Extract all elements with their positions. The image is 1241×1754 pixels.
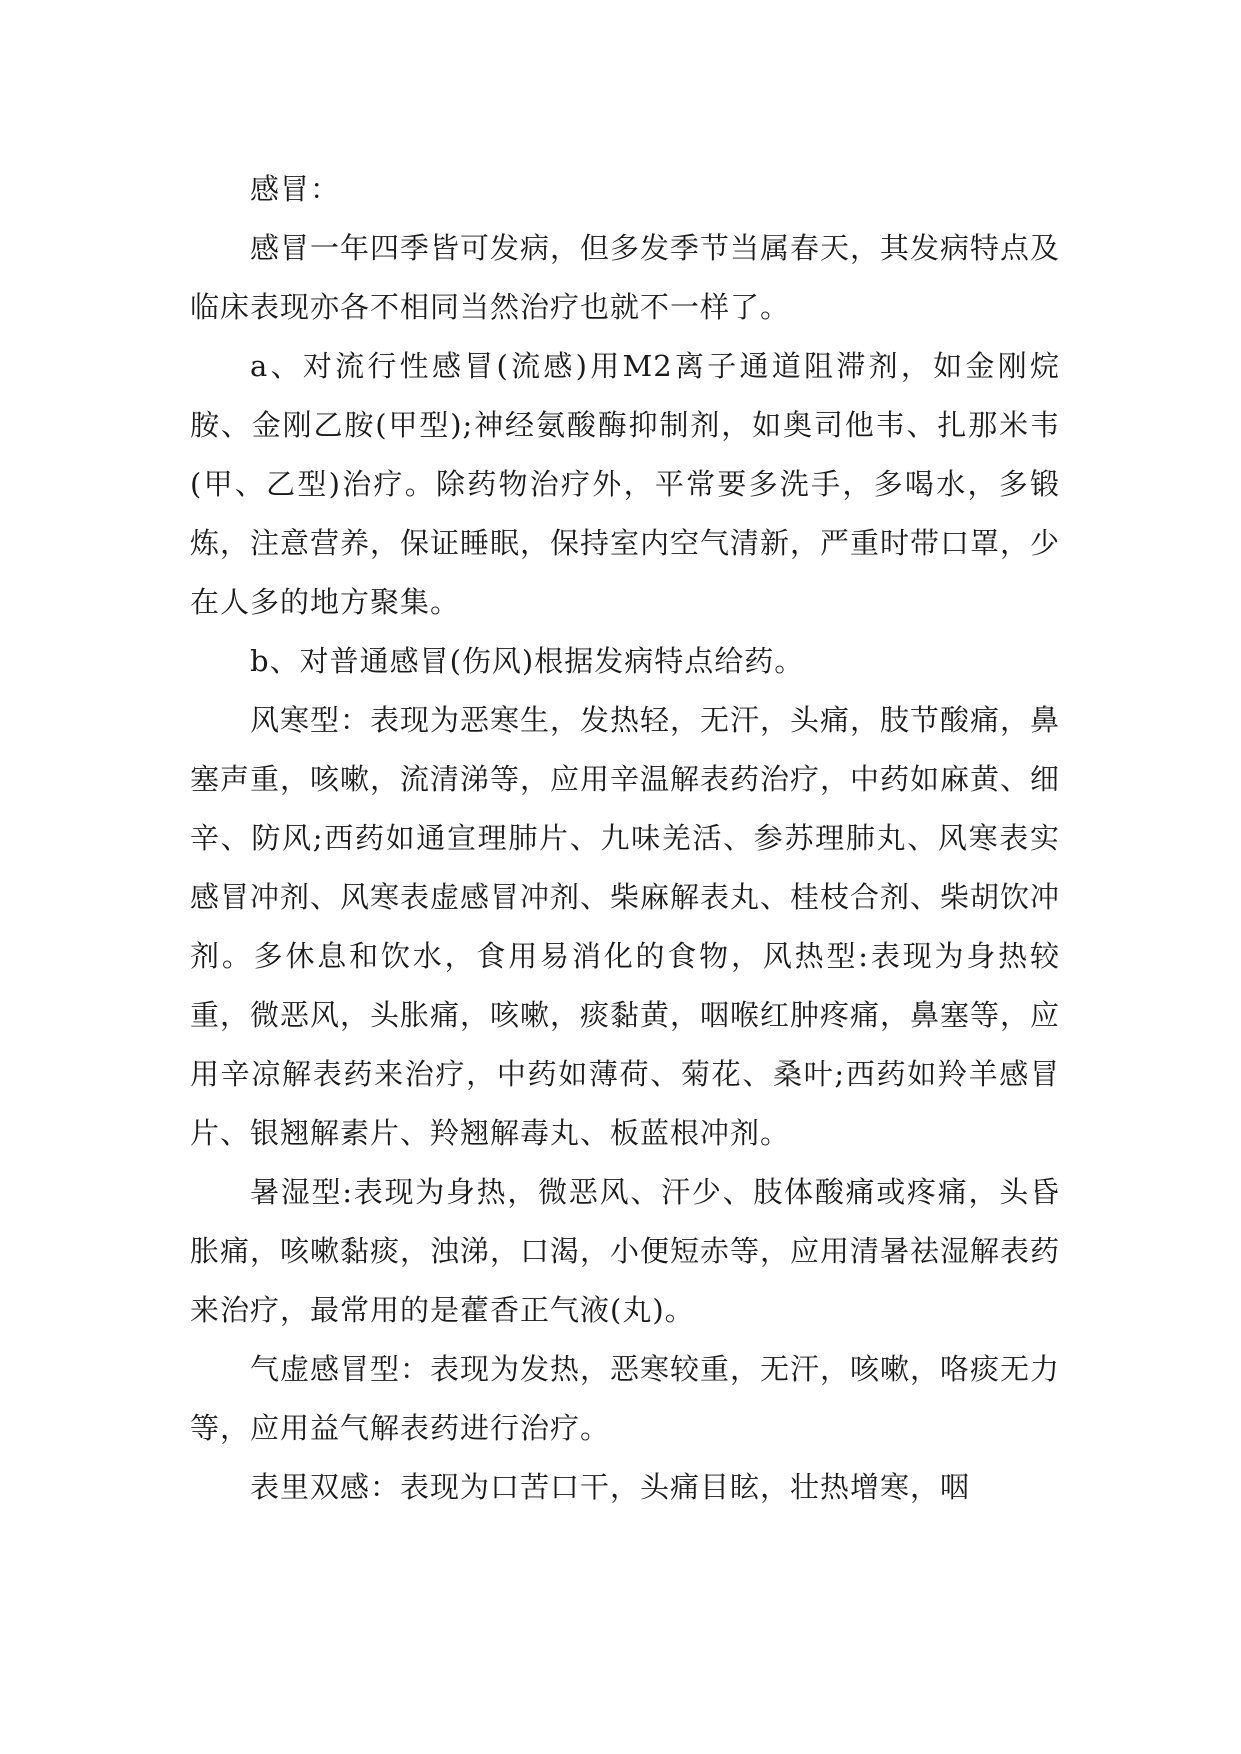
- paragraph-influenza: a、对流行性感冒(流感)用M2离子通道阻滞剂，如金刚烷胺、金刚乙胺(甲型);神经氨酸酶抑制剂，如奥司他韦、扎那米韦(甲、乙型)治疗。除药物治疗外，平常要多洗手，多喝水，多锻炼，注意营养，保证睡眠，保持室内空气清新，严重时带口罩，少在人多的地方聚集。: [190, 349, 1061, 619]
- document-body: [190, 160, 1060, 1517]
- paragraph-common-cold: b、对普通感冒(伤风)根据发病特点给药。: [250, 644, 805, 678]
- paragraph-qi-deficiency-type: 气虚感冒型：表现为发热，恶寒较重，无汗，咳嗽，咯痰无力等，应用益气解表药进行治疗。: [190, 1352, 1061, 1445]
- paragraph-exterior-interior-type: 表里双感：表现为口苦口干，头痛目眩，壮热增寒，咽: [250, 1470, 971, 1504]
- section-heading: 感冒：: [250, 172, 341, 206]
- paragraph-intro: 感冒一年四季皆可发病，但多发季节当属春天，其发病特点及临床表现亦各不相同当然治疗也就不一样了。: [190, 231, 1061, 324]
- paragraph-wind-cold-type: 风寒型：表现为恶寒生，发热轻，无汗，头痛，肢节酸痛，鼻塞声重，咳嗽，流清涕等，应用辛温解表药治疗，中药如麻黄、细辛、防风;西药如通宣理肺片、九味羌活、参苏理肺丸、风寒表实感冒冲剂、风寒表虚感冒冲剂、柴麻解表丸、桂枝合剂、柴胡饮冲剂。多休息和饮水，食用易消化的食物，风热型:表现为身热较重，微恶风，头胀痛，咳嗽，痰黏黄，咽喉红肿疼痛，鼻塞等，应用辛凉解表药来治疗，中药如薄荷、菊花、桑叶;西药如羚羊感冒片、银翘解素片、羚翘解毒丸、板蓝根冲剂。: [190, 703, 1061, 1150]
- paragraph-summer-damp-type: 暑湿型:表现为身热，微恶风、汗少、肢体酸痛或疼痛，头昏胀痛，咳嗽黏痰，浊涕，口渴，小便短赤等，应用清暑祛湿解表药来治疗，最常用的是藿香正气液(丸)。: [190, 1175, 1061, 1327]
